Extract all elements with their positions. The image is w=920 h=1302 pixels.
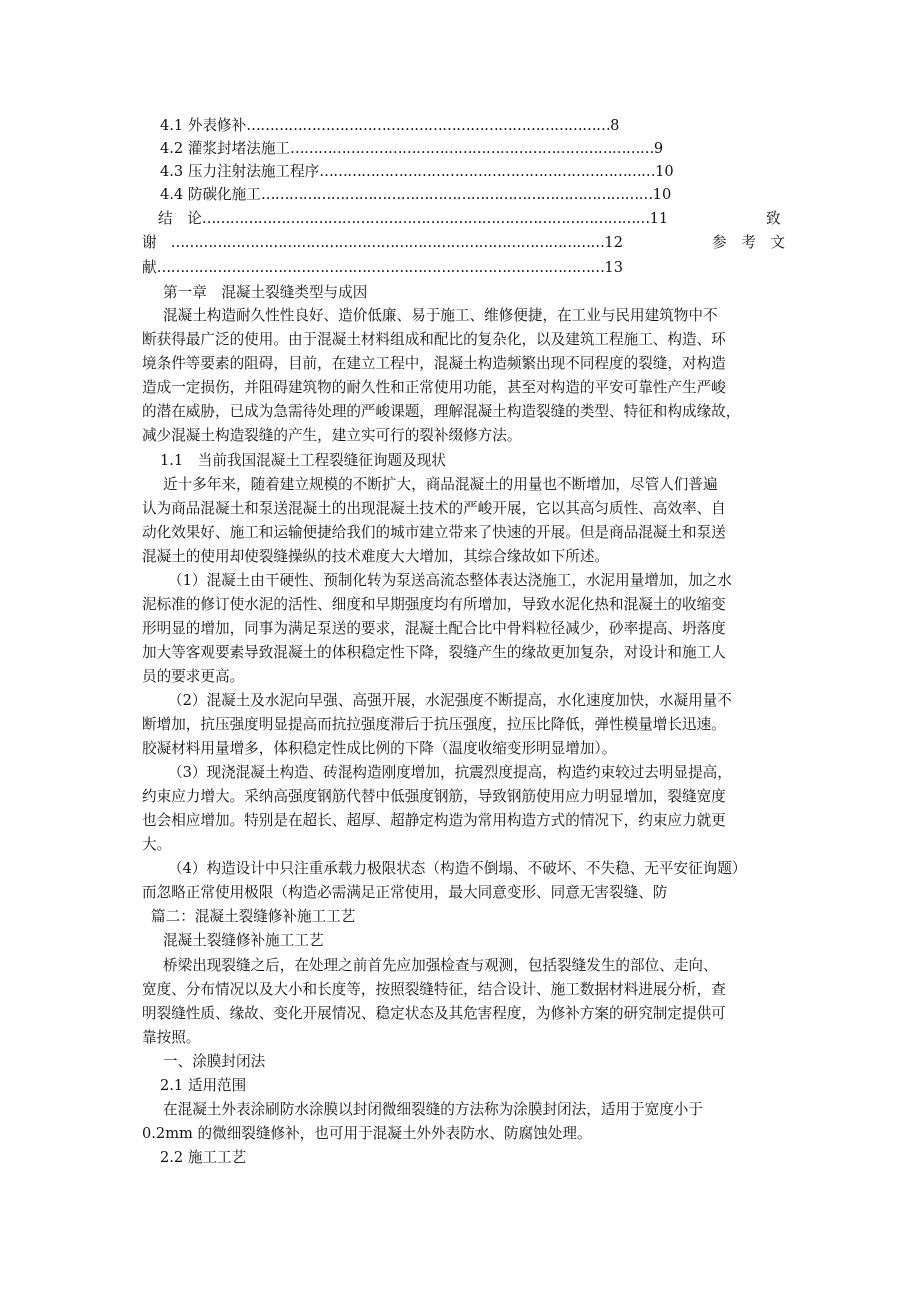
toc-entry-label: 4.4 防碳化施工	[160, 186, 261, 203]
body-line: 动化效果好、施工和运输便捷给我们的城市建立带来了快速的开展。但是商品混凝土和泵送	[142, 524, 726, 541]
article-title: 混凝土裂缝修补施工工艺	[163, 932, 324, 949]
list-item-line: （2）混凝土及水泥向早强、高强开展，水泥强度不断提高，水化速度加快，水凝用量不	[168, 692, 732, 709]
toc-entry-page: 11	[649, 210, 669, 227]
body-line: 近十多年来，随着建立规模的不断扩大，商品混凝土的用量也不断增加，尽管人们普遍	[163, 476, 718, 493]
body-line: 造成一定损伤，并阻碍建筑物的耐久性和正常使用功能，甚至对构造的平安可靠性产生严峻	[142, 379, 726, 396]
body-line: 桥梁出现裂缝之后，在处理之前首先应加强检查与观测，包括裂缝发生的部位、走向、	[163, 957, 718, 974]
body-line: 断获得最广泛的使用。由于混凝土材料组成和配比的复杂化，以及建筑工程施工、构造、环	[142, 331, 726, 348]
toc-entry-page: 8	[610, 117, 620, 134]
toc-leader: …………………………………………………………………………………	[156, 234, 605, 251]
list-item-line: 断增加，抗压强度明显提高而抗拉强度滞后于抗压强度，拉压比降低，弹性模量增长迅速。	[142, 716, 726, 733]
body-line: 境条件等要素的阻碍，目前，在建立工程中，混凝土构造频繁出现不同程度的裂缝，对构造	[142, 355, 726, 372]
body-line: 靠按照。	[142, 1029, 201, 1046]
toc-leader: …………………………………………………………………………	[260, 186, 653, 203]
method-heading: 一、涂膜封闭法	[163, 1053, 266, 1070]
list-item-line: 也会相应增加。特别是在超长、超厚、超静定构造为常用构造方式的情况下，约束应力就更	[142, 812, 726, 829]
list-item-line: （1）混凝土由干硬性、预制化转为泵送高流态整体表达浇施工，水泥用量增加，加之水	[168, 572, 732, 589]
toc-entry-label: 4.3 压力注射法施工程序	[160, 163, 320, 180]
list-item-line: 加大等客观要素导致混凝土的体积稳定性下降，裂缝产生的缘故更加复杂，对设计和施工人	[142, 644, 726, 661]
toc-wrap-text: 参 考 文	[712, 234, 785, 251]
body-line: 的潜在威胁，已成为急需待处理的严峻课题，理解混凝土构造裂缝的类型、特征和构成缘故，	[142, 403, 741, 420]
toc-entry-label: 4.1 外表修补	[160, 117, 247, 134]
list-item-line: 泥标准的修订使水泥的活性、细度和早期强度均有所增加，导致水泥化热和混凝土的收缩变	[142, 596, 726, 613]
toc-entry[interactable]	[160, 139, 700, 159]
list-item-line: 约束应力增大。采纳高强度钢筋代替中低强度钢筋，导致钢筋使用应力明显增加，裂缝宽度	[142, 788, 726, 805]
toc-leader: ……………………………………………………………………	[290, 140, 654, 157]
section-heading: 1.1 当前我国混凝土工程裂缝征询题及现状	[160, 452, 446, 469]
toc-entry-page: 12	[604, 234, 623, 251]
list-item-line: 胶凝材料用量增多，体积稳定性成比例的下降（温度收缩变形明显增加）。	[142, 740, 617, 757]
body-line: 混凝土的使用却使裂缝操纵的技术难度大大增加，其综合缘故如下所述。	[142, 548, 610, 565]
toc-leader: ………………………………………………………………	[319, 163, 656, 180]
list-item-line: 大。	[142, 836, 172, 853]
toc-leader: ……………………………………………………………………………………	[201, 210, 650, 227]
toc-entry[interactable]	[160, 162, 720, 182]
toc-entry-page: 10	[655, 163, 674, 180]
toc-entry-references[interactable]	[142, 258, 702, 278]
toc-entry-conclusion[interactable]	[158, 209, 781, 229]
body-line: 在混凝土外表涂刷防水涂膜以封闭微细裂缝的方法称为涂膜封闭法，适用于宽度小于	[163, 1101, 703, 1118]
list-item-line: 形明显的增加，同事为满足泵送的要求，混凝土配合比中骨料粒径减少，砂率提高、坍落度	[142, 620, 726, 637]
section-heading: 2.1 适用范围	[160, 1077, 247, 1094]
body-line: 明裂缝性质、缘故、变化开展情况、稳定状态及其危害程度，为修补方案的研究制定提供可	[142, 1005, 726, 1022]
toc-entry[interactable]	[160, 185, 720, 205]
toc-entry-page: 9	[653, 140, 664, 157]
toc-entry-label: 4.2 灌浆封堵法施工	[160, 140, 291, 157]
body-line: 宽度、分布情况以及大小和长度等，按照裂缝特征，结合设计、施工数据材料进展分析，查	[142, 981, 726, 998]
section-heading: 2.2 施工工艺	[160, 1149, 247, 1166]
body-line: 混凝土构造耐久性性良好、造价低廉、易于施工、维修便捷，在工业与民用建筑物中不	[163, 307, 718, 324]
toc-entry-page: 10	[652, 186, 672, 203]
body-line: 认为商品混凝土和泵送混凝土的出现混凝土技术的严峻开展，它以其高匀质性、高效率、自	[142, 500, 726, 517]
toc-entry-label: 献	[142, 259, 157, 276]
chapter-heading: 第一章 混凝土裂缝类型与成因	[163, 284, 368, 301]
part-heading: 篇二：混凝土裂缝修补施工工艺	[151, 908, 356, 925]
toc-entry[interactable]	[160, 116, 700, 136]
toc-leader: ……………………………………………………………………	[246, 117, 611, 134]
toc-entry-label: 谢	[142, 234, 157, 251]
toc-entry-page: 13	[604, 259, 623, 276]
list-item-line: 而忽略正常使用极限（构造必需满足正常使用，最大同意变形、同意无害裂缝、防	[142, 884, 668, 901]
toc-entry-thanks[interactable]	[142, 233, 785, 253]
list-item-line: （3）现浇混凝土构造、砖混构造刚度增加，抗震烈度提高，构造约束较过去明显提高，	[168, 764, 732, 781]
toc-entry-label: 结 论	[158, 210, 202, 227]
list-item-line: （4）构造设计中只注重承载力极限状态（构造不倒塌、不破坏、不失稳、无平安征询题）	[168, 860, 747, 877]
toc-leader: ……………………………………………………………………………………	[156, 259, 605, 276]
body-line: 减少混凝土构造裂缝的产生，建立实可行的裂补缀修方法。	[142, 427, 522, 444]
toc-wrap-text: 致	[766, 210, 781, 227]
body-line: 0.2mm 的微细裂缝修补，也可用于混凝土外外表防水、防腐蚀处理。	[142, 1125, 592, 1142]
list-item-line: 员的要求更高。	[142, 668, 245, 685]
